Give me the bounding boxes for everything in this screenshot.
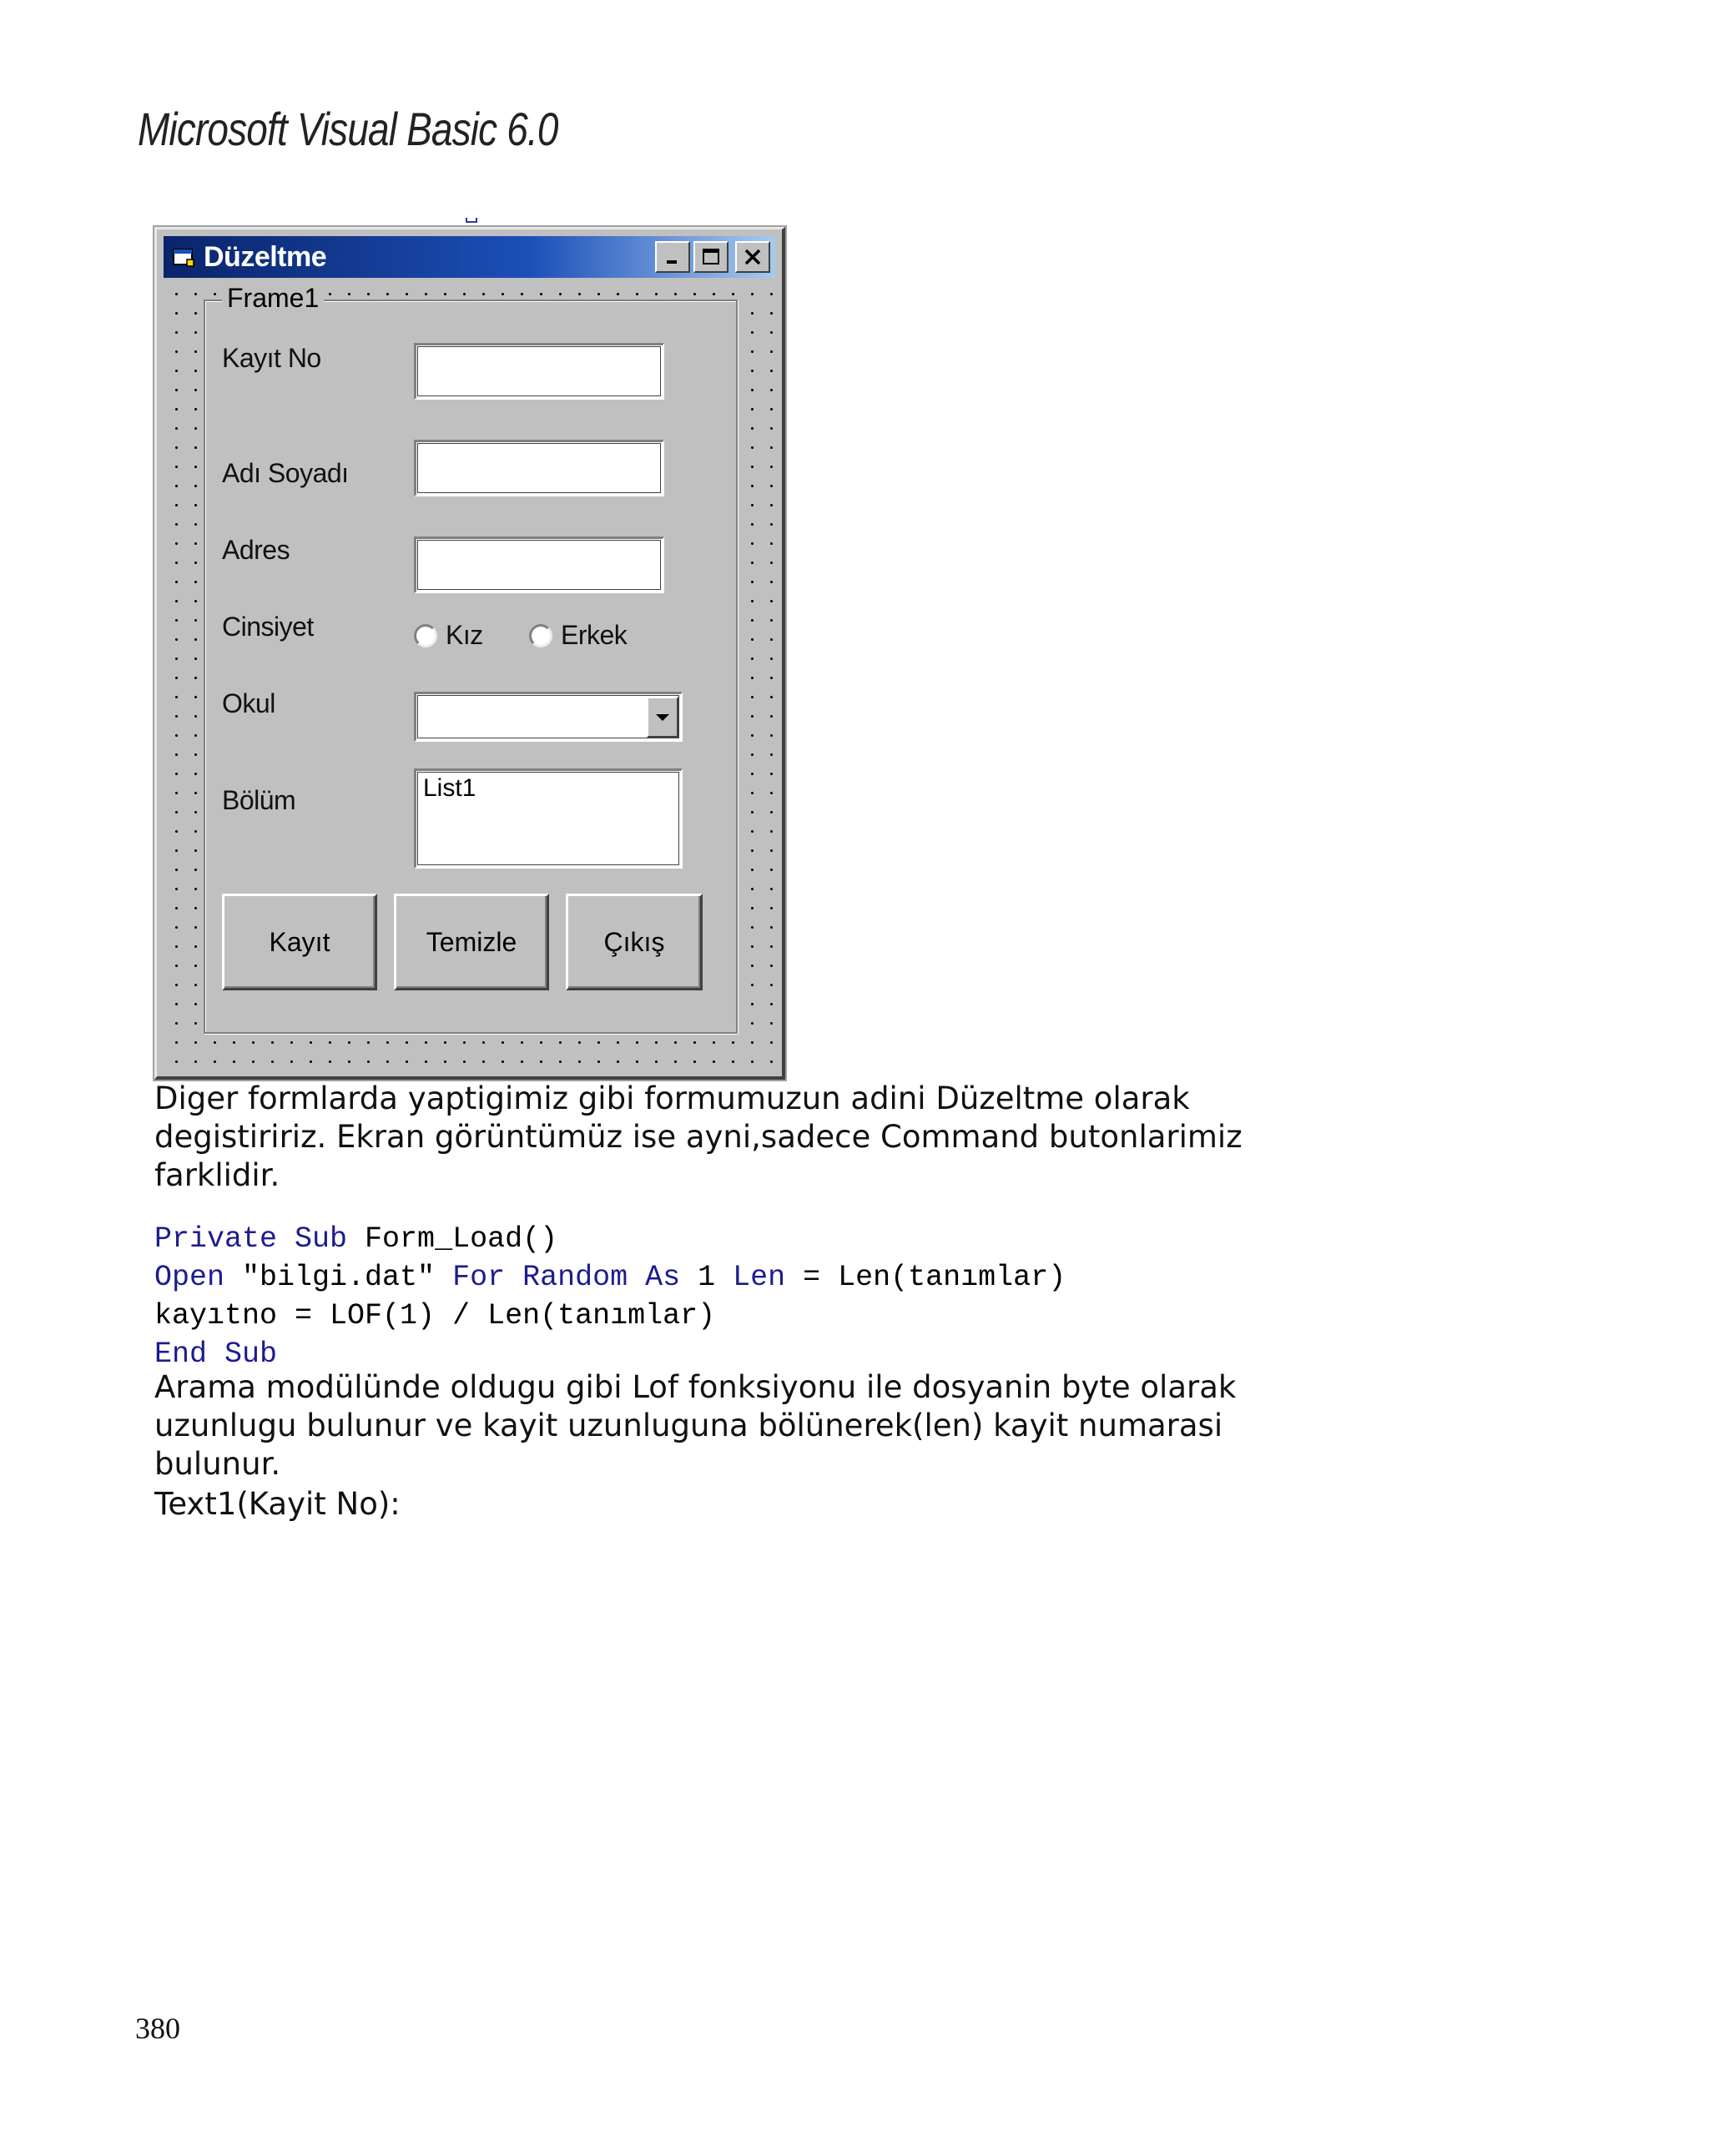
minimize-button[interactable] [655,241,690,273]
label-okul: Okul [222,688,275,718]
kayit-button[interactable]: Kayıt [222,894,377,990]
combo-dropdown-button[interactable] [647,697,678,738]
form-window[interactable] [154,227,785,1080]
page-number: 380 [135,2012,180,2045]
code-keyword: Len [733,1261,786,1294]
temizle-button[interactable]: Temizle [394,894,549,990]
resize-handle[interactable] [466,218,477,223]
code-keyword: Private Sub [154,1222,348,1256]
page-header: Microsoft Visual Basic 6.0 [138,103,558,155]
okul-combo[interactable] [414,692,683,742]
form-title: Düzeltme [204,240,327,273]
label-bolum: Bölüm [222,785,296,815]
code-line-1 [154,1220,1406,1258]
minimize-icon [662,246,683,268]
radio-erkek[interactable] [529,620,627,651]
listbox-item: List1 [423,774,476,802]
adi-soyadi-input[interactable] [414,440,664,496]
paragraph-1: Diger formlarda yaptigimiz gibi formumuzun adini Düzeltme olarak degistiririz. Ekran görüntümüz ise ayni,sadece Command butonlarimiz farklidir. [154,1081,1243,1193]
close-button[interactable] [735,241,770,273]
form-design-grid [164,281,775,1070]
radio-erkek-circle[interactable] [529,624,552,647]
code-line-2 [154,1258,1406,1297]
frame1[interactable] [204,283,738,1034]
maximize-button[interactable] [693,241,728,273]
radio-kiz[interactable] [414,620,483,651]
code-line-3: kayıtno = LOF(1) / Len(tanımlar) [154,1299,716,1332]
label-adi-soyadi: Adı Soyadı [222,458,349,488]
title-bar[interactable] [164,236,775,278]
code-text: 1 [680,1261,734,1294]
radio-erkek-label: Erkek [561,620,628,650]
paragraph-2: Arama modülünde oldugu gibi Lof fonksiyonu ile dosyanin byte olarak uzunlugu bulunur ve kayit uzunluguna bölünerek(len) kayit numarasi bulunur. [154,1369,1237,1482]
radio-kiz-label: Kız [446,620,483,650]
label-kayit-no: Kayıt No [222,343,321,373]
dropdown-arrow-icon [653,712,672,723]
kayit-no-input[interactable] [414,343,664,400]
label-cinsiyet: Cinsiyet [222,612,314,642]
code-text: Form_Load() [347,1222,558,1256]
form-icon [172,244,197,270]
code-text: = Len(tanımlar) [785,1261,1066,1294]
frame-title: Frame1 [222,283,324,314]
cikis-button[interactable]: Çıkış [566,894,703,990]
maximize-icon [700,246,722,268]
radio-kiz-circle[interactable] [414,624,437,647]
adres-input[interactable] [414,536,664,593]
label-adres: Adres [222,535,290,565]
code-keyword: Open [154,1261,225,1294]
code-line-4: End Sub [154,1337,278,1371]
code-keyword: For Random As [452,1261,681,1294]
paragraph-3: Text1(Kayit No): [154,1486,401,1522]
code-string: "bilgi.dat" [224,1261,453,1294]
bolum-listbox[interactable] [414,768,683,869]
close-icon [742,246,764,268]
